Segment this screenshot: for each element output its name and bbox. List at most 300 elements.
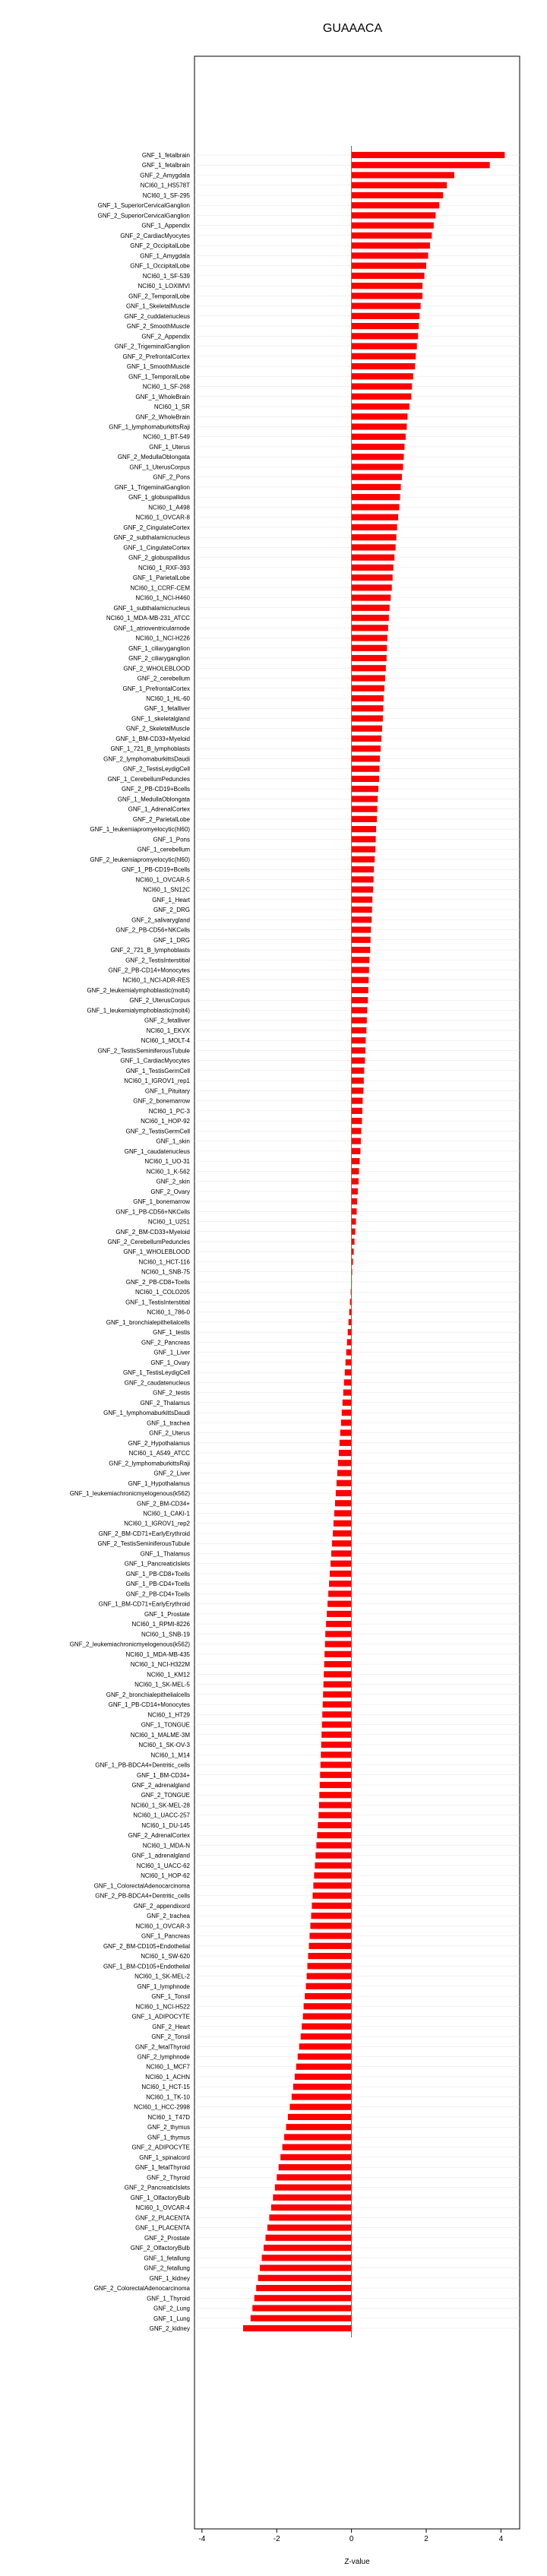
category-label: GNF_1_TemporalLobe [128,373,190,381]
bar [330,1561,352,1567]
category-label: GNF_2_BM-CD105+Endothelial [103,1942,190,1950]
category-label: GNF_1_fetalThyroid [134,2164,190,2172]
category-label: NCI60_1_SK-MEL-2 [134,1973,190,1980]
category-label: GNF_2_OlfactoryBulb [130,2245,190,2252]
category-label: NCI60_1_SNB-19 [141,1631,190,1638]
bar [277,2174,351,2180]
category-label: GNF_1_TestisInterstitial [125,1299,190,1306]
chart-title: GUAAACA [322,22,383,35]
category-label: NCI60_1_OVCAR-8 [135,514,190,521]
bar [352,162,490,168]
category-label: NCI60_1_U251 [147,1218,190,1226]
category-label: GNF_2_PB-CD8+Tcells [125,1278,190,1286]
bar [317,1832,351,1838]
bar [352,675,385,681]
bar [320,1772,351,1778]
category-label: NCI60_1_K-562 [146,1168,190,1176]
bar [318,1812,351,1818]
category-label: GNF_1_Lung [153,2315,190,2322]
bar [323,1701,352,1707]
category-label: GNF_2_UterusCorpus [129,997,190,1005]
category-label: NCI60_1_NCI-H522 [135,2003,190,2011]
category-label: GNF_1_OccipitalLobe [130,262,190,270]
bar [352,1078,364,1084]
category-label: GNF_1_Liver [153,1349,190,1356]
bar [334,1510,352,1516]
bar [319,1792,351,1798]
category-label: NCI60_1_COLO205 [134,1289,190,1296]
category-label: GNF_1_PB-CD19+Bcells [121,866,190,874]
category-label: GNF_1_BM-CD33+Myeloid [115,735,190,742]
category-label: GNF_2_Ovary [150,1188,190,1195]
bar [269,2214,351,2220]
bar [284,2134,352,2140]
category-label: NCI60_1_SK-OV-3 [138,1742,190,1749]
bar [352,766,380,772]
category-label: NCI60_1_SR [153,403,190,411]
category-label: GNF_1_PLACENTA [135,2224,190,2232]
bar [352,223,434,229]
category-label: GNF_2_Amygdala [140,172,190,179]
category-label: GNF_1_PB-CD14+Monocytes [108,1701,190,1709]
bar [308,1963,352,1969]
bar [352,343,417,349]
category-label: GNF_1_thymus [147,2134,190,2141]
bar [331,1550,352,1556]
bar [352,786,378,792]
bar [352,987,368,993]
category-label: GNF_1_kidney [149,2274,190,2282]
bar [352,192,444,198]
category-label: NCI60_1_DU-145 [141,1821,190,1829]
bar [304,2003,352,2009]
category-label: GNF_1_lymphomaburkittsRaji [109,423,190,431]
bar [339,1450,352,1456]
bar [352,916,372,922]
bar [306,1983,352,1989]
bar [321,1752,351,1758]
bar [352,152,505,158]
category-label: NCI60_1_HOP-62 [141,1872,190,1880]
category-label: NCI60_1_SF-268 [142,383,190,391]
bar [327,1611,351,1617]
category-label: GNF_2_lymphomaburkittsDaudi [103,755,190,763]
category-label: NCI60_1_RXF-393 [138,564,190,571]
category-label: GNF_2_SmoothMuscle [126,323,190,331]
bar [352,836,376,842]
bar [352,1178,359,1184]
category-label: NCI60_1_MOLT-4 [141,1037,190,1045]
category-label: NCI60_1_HT29 [147,1711,190,1719]
category-label: GNF_1_Pancreaticlslets [124,1560,190,1568]
category-labels [70,152,191,2332]
bar [343,1390,352,1396]
category-label: GNF_2_bronchialepithelialcells [106,1691,190,1698]
bar [352,233,432,239]
bar [310,1933,352,1939]
bar [347,1339,352,1345]
category-label: NCI60_1_SF-539 [142,272,190,280]
bar [352,303,421,309]
category-label: GNF_2_cerebellum [137,675,190,682]
bar [311,1903,351,1909]
category-label: GNF_2_globuspallidus [128,554,190,562]
bar [352,514,398,521]
category-label: GNF_2_skin [156,1178,190,1185]
bar [352,625,388,631]
category-label: GNF_1_fetalbrain [141,152,190,159]
category-label: GNF_1_Ovary [150,1359,190,1366]
bar [352,1058,365,1064]
bar [315,1853,351,1859]
grid-lines [194,155,520,2328]
bar [352,655,387,661]
bar [321,1761,352,1767]
category-label: GNF_2_Thyroid [147,2174,190,2182]
bar [352,1198,357,1204]
category-label: NCI60_1_IGROV1_rep1 [124,1078,190,1085]
x-tick-label: 0 [349,2535,354,2543]
category-label: GNF_2_PrefrontalCortex [122,353,190,360]
bar [352,565,394,571]
category-label: NCI60_1_HCT-116 [138,1258,190,1266]
category-label: GNF_1_bonemarrow [133,1198,190,1206]
bar [352,283,422,289]
category-label: GNF_1_spinalcord [139,2154,190,2161]
category-label: NCI60_1_KM12 [147,1671,190,1679]
category-label: GNF_2_TestisSeminiferousTubule [97,1047,190,1055]
category-label: GNF_1_leukemiapromyelocytic(hl60) [90,826,190,834]
bar [293,2084,352,2090]
bar [352,454,404,460]
bar [352,695,384,701]
bar [352,293,422,299]
bar [324,1651,351,1657]
bar [260,2264,352,2271]
category-label: GNF_1_Pons [153,836,190,843]
category-label: GNF_2_CardiacMyocytes [120,232,190,239]
bar [352,1208,357,1214]
category-label: GNF_2_TestisGermCell [125,1128,190,1135]
bar [352,816,377,822]
category-label: GNF_1_lymphomaburkittsDaudi [103,1410,190,1417]
bar [348,1329,352,1335]
category-label: GNF_2_SkeletalMuscle [125,725,190,733]
category-label: GNF_1_fetalliver [144,705,190,713]
category-label: NCI60_1_OVCAR-4 [135,2204,190,2212]
category-label: NCI60_1_OVCAR-5 [135,876,190,884]
category-label: GNF_2_Heart [152,2023,190,2030]
category-label: GNF_2_lymphnode [137,2053,190,2061]
category-label: GNF_1_PB-CD4+Tcells [125,1581,190,1588]
bar [341,1419,352,1426]
bar [288,2114,352,2120]
bar [352,705,384,711]
category-label: GNF_2_TrigeminalGanglion [114,343,190,350]
bar [352,363,416,369]
category-label: GNF_1_TONGUE [141,1721,190,1729]
category-label: GNF_2_Lung [153,2305,190,2312]
category-label: GNF_1_trachea [147,1419,190,1427]
bar [352,1128,362,1134]
bar [352,1007,368,1013]
category-label: GNF_1_CingulateCortex [123,544,190,552]
category-label: NCI60_1_RPMI-8226 [131,1621,190,1628]
bar [352,484,401,490]
bar [352,1087,364,1093]
bar [352,1098,363,1104]
category-label: GNF_1_BM-CD34+ [136,1771,190,1779]
category-label: GNF_2_Pancreas [141,1339,190,1347]
bar [352,1188,358,1195]
bar [352,172,454,178]
bar [352,202,440,208]
category-label: NCI60_1_CCRF-CEM [130,584,190,592]
bar [352,977,369,983]
category-label: GNF_1_Tonsil [151,1993,190,2001]
bar [327,1601,351,1607]
bar [252,2305,351,2311]
category-label: GNF_1_Pancreas [141,1932,190,1940]
category-label: NCI60_1_ACHN [145,2073,190,2081]
bar [352,1017,367,1024]
category-label: GNF_1_Hypothalamus [128,1479,190,1487]
category-label: GNF_1_TestisLeydigCell [122,1369,190,1377]
category-label: NCI60_1_CAKI-1 [143,1510,190,1517]
category-label: GNF_2_thymus [147,2124,190,2131]
category-label: GNF_2_TestisLeydigCell [122,765,190,773]
bar [352,866,375,872]
category-label: GNF_2_Hypothalamus [128,1439,190,1447]
category-label: GNF_1_TrigeminalGanglion [114,483,190,491]
category-label: GNF_2_ADIPOCYTE [131,2144,190,2151]
bar [352,504,400,510]
bar [352,444,405,450]
category-label: GNF_1_Thyroid [147,2295,190,2302]
category-label: GNF_1_CerebellumPeduncles [107,775,190,783]
category-label: NCI60_1_SW-620 [141,1953,190,1960]
bar [352,1158,360,1164]
bar [352,1239,355,1245]
category-label: GNF_1_ColorectalAdenocarcinoma [93,1882,190,1890]
category-label: GNF_2_PB-CD4+Tcells [125,1590,190,1598]
category-label: GNF_1_Pituitary [144,1087,190,1095]
bar [352,534,397,540]
category-label: GNF_1_AdrenalCortex [128,805,190,813]
category-label: GNF_2_BM-CD33+Myeloid [115,1228,190,1236]
category-label: NCI60_1_PC-3 [148,1107,190,1115]
category-label: GNF_1_Appendix [141,222,190,229]
bar [335,1500,352,1506]
category-label: GNF_2_lymphomaburkittsRaji [109,1460,190,1467]
category-label: NCI60_1_SNB-75 [141,1268,190,1276]
category-label: GNF_2_Tonsil [151,2033,190,2041]
category-label: GNF_2_bonemarrow [133,1097,190,1105]
category-label: GNF_1_BM-CD71+EarlyErythroid [98,1600,190,1608]
category-label: NCI60_1_SK-MEL-28 [131,1802,190,1809]
bar [346,1350,352,1356]
bar [262,2255,352,2261]
category-label: GNF_2_TONGUE [141,1792,190,1799]
x-tick-label: 4 [498,2535,504,2543]
category-label: GNF_2_cuddatenucleus [124,312,190,320]
category-label: GNF_1_subthalamicnucleus [113,604,190,612]
bar [352,584,392,590]
category-label: GNF_1_PB-CD8+Tcells [125,1570,190,1578]
x-tick-label: -2 [273,2535,280,2543]
category-label: GNF_2_DRG [153,907,190,914]
bar [243,2325,352,2331]
category-label: GNF_1_MedullaOblongata [117,796,190,803]
category-label: GNF_1_WHOLEBLOOD [123,1248,190,1256]
x-axis-label: Z-value [344,2558,370,2566]
category-label: GNF_2_leukemialymphoblastic(molt4) [87,986,190,994]
category-label: GNF_2_PLACENTA [135,2214,190,2222]
category-label: NCI60_1_BT-549 [143,433,190,441]
category-label: GNF_2_CingulateCortex [123,524,190,531]
category-label: GNF_2_ciliaryganglion [128,655,190,663]
category-label: GNF_2_Prostate [144,2234,190,2242]
category-label: GNF_2_fetalThyroid [134,2043,190,2051]
bar [334,1521,352,1527]
x-axis-ticks [198,2529,503,2543]
category-label: GNF_1_fetalbrain [141,162,190,169]
category-label: GNF_2_adrenalgland [131,1782,190,1789]
category-label: NCI60_1_MALME-3M [130,1731,190,1739]
category-label: GNF_1_ADIPOCYTE [131,2013,190,2021]
bar [328,1590,352,1597]
bar [332,1540,352,1546]
category-label: NCI60_1_HS578T [140,182,190,189]
bar [352,957,370,963]
category-label: NCI60_1_MCF7 [146,2063,190,2071]
bar [352,423,407,429]
bar [273,2195,351,2201]
bar [352,736,381,742]
category-label: NCI60_1_IGROV1_rep2 [124,1520,190,1527]
bar [352,847,375,853]
category-label: GNF_2_TestisInterstitial [125,957,190,964]
bar [340,1440,352,1446]
category-label: GNF_1_leukemiachronicmyelogenous(k562) [69,1490,190,1498]
bar [352,776,379,782]
category-label: GNF_2_OccipitalLobe [130,242,190,250]
bar [352,182,447,188]
category-label: GNF_2_BM-CD34+ [136,1500,190,1508]
bar [352,826,376,832]
category-label: NCI60_1_TK-10 [146,2093,190,2101]
category-label: GNF_1_DRG [153,936,190,944]
category-label: GNF_1_adrenalgland [131,1852,190,1859]
bar [352,755,380,761]
category-label: GNF_2_Liver [153,1470,190,1477]
bar [352,745,381,752]
bar [309,1943,352,1949]
bar [255,2295,352,2301]
bar [352,605,390,611]
category-label: GNF_2_PB-CD56+NKCells [115,926,190,934]
category-label: NCI60_1_NCI-H460 [135,594,190,602]
category-label: GNF_2_Pancreaticlslets [124,2184,190,2191]
category-label: GNF_1_globuspallidus [128,494,190,502]
bar [352,474,402,480]
bar [326,1621,351,1627]
category-label: NCI60_1_NCI-H322M [130,1661,190,1669]
category-label: GNF_1_ciliaryganglion [128,644,190,652]
bar [352,876,374,882]
category-label: GNF_2_subthalamicnucleus [113,534,190,542]
category-label: GNF_2_AdrenalCortex [128,1832,190,1840]
bar [352,594,391,600]
category-label: GNF_1_OlfactoryBulb [130,2194,190,2201]
category-label: NCI60_1_MDA-MB-231_ATCC [106,615,190,622]
category-label: GNF_1_PB-CD56+NKCells [115,1208,190,1216]
bar [352,926,372,932]
bar [352,997,368,1003]
bar [349,1319,352,1325]
category-label: NCI60_1_HCT-15 [141,2084,190,2091]
category-label: NCI60_1_NCI-H226 [135,635,190,642]
bar [324,1681,352,1687]
bar [352,645,387,651]
category-label: NCI60_1_HOP-92 [141,1118,190,1125]
bar [279,2164,352,2170]
category-label: GNF_2_kidney [149,2325,190,2332]
category-label: NCI60_1_UACC-257 [133,1812,190,1819]
bar [352,1047,365,1053]
category-label: GNF_2_WholeBrain [135,413,190,421]
bar [352,544,396,550]
category-label: GNF_1_bronchialepithelialcells [106,1318,190,1326]
category-label: GNF_2_testis [153,1389,190,1397]
bar [322,1711,351,1717]
bar [298,2053,352,2059]
bar [321,1732,351,1738]
bar [352,967,369,973]
category-label: GNF_1_caudatenucleus [124,1147,190,1155]
bar [352,715,383,721]
bar [301,2033,352,2040]
bar [352,383,413,389]
bar [352,1229,356,1235]
x-tick-label: -4 [198,2535,206,2543]
category-label: GNF_2_ParietalLobe [132,815,190,823]
bar [337,1480,352,1486]
category-label: NCI60_1_M14 [150,1752,190,1759]
category-label: NCI60_1_HCC-2998 [134,2103,190,2111]
category-label: GNF_1_WholeBrain [135,393,190,400]
bar [352,937,371,943]
bar [342,1410,352,1416]
bar [352,252,428,258]
bar [258,2275,352,2281]
bar [320,1782,352,1788]
bar [337,1470,352,1476]
category-label: GNF_1_SmoothMuscle [126,363,190,371]
category-label: GNF_2_TemporalLobe [128,293,190,300]
bar [352,856,375,862]
bar [313,1882,351,1888]
bar [311,1923,352,1929]
category-label: GNF_1_testis [153,1329,190,1337]
bar [352,635,387,641]
bar [267,2224,352,2230]
category-label: GNF_2_Uterus [149,1429,190,1437]
bar [312,1893,351,1899]
bar [352,1138,361,1144]
bar [352,615,389,621]
bar [251,2315,352,2321]
